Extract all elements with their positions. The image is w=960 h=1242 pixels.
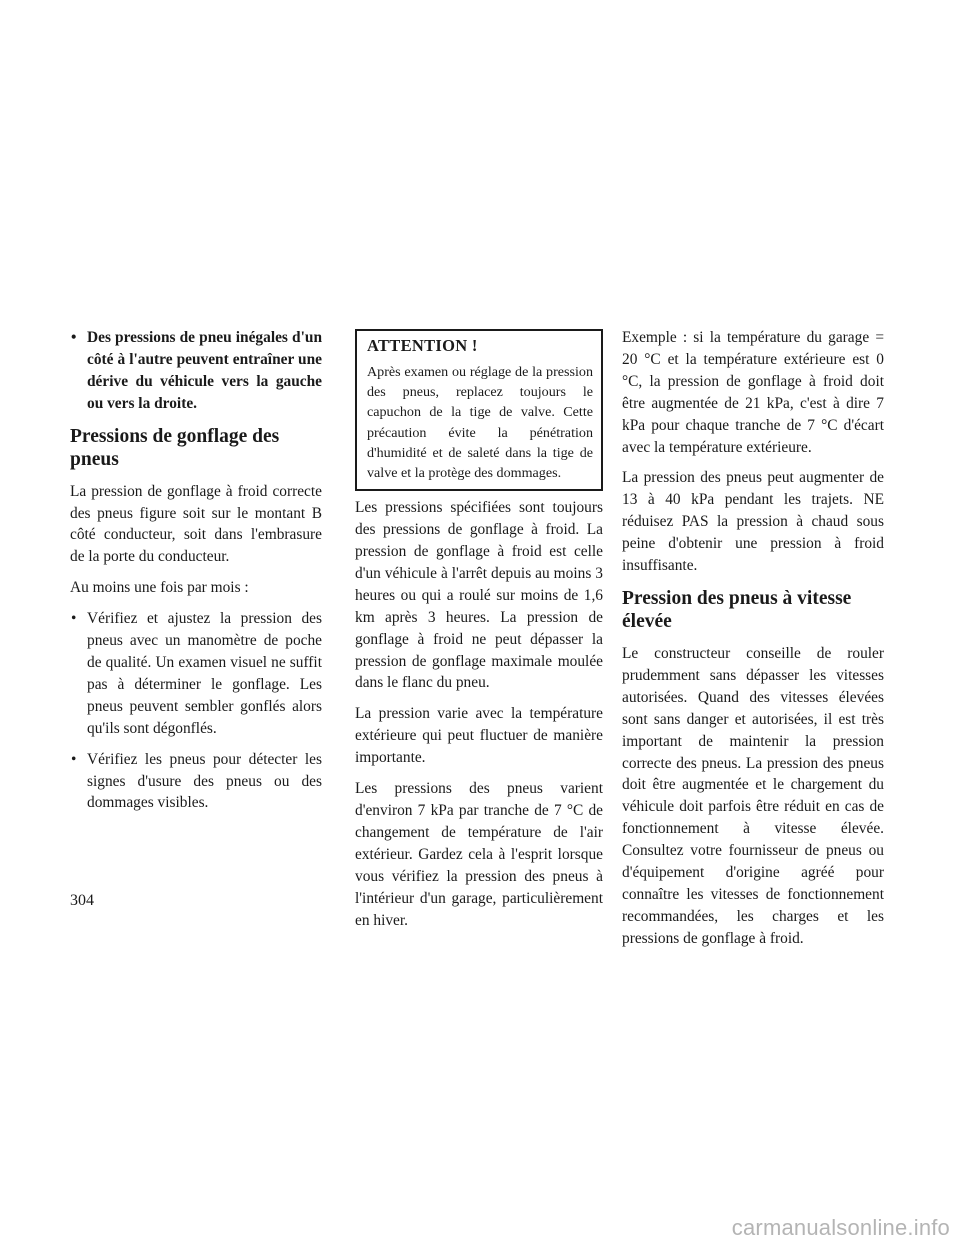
attention-box: [355, 329, 603, 491]
bullet-icon: •: [71, 610, 77, 628]
column-right: [622, 327, 884, 959]
warning-bullet: [70, 327, 322, 415]
list-item: [70, 608, 322, 739]
paragraph: La pression de gonflage à froid correcte des pneus figure soit sur le montant B côté conducteur, soit dans l'embrasure de la porte du conducteur.: [70, 482, 322, 566]
warning-bullet-text: Des pressions de pneu inégales d'un côté à l'autre peuvent entraîner une dérive du véhicule vers la gauche ou vers la droite.: [87, 329, 322, 412]
watermark: carmanualsonline.info: [731, 1215, 950, 1240]
paragraph: Les pressions des pneus varient d'environ 7 kPa par tranche de 7 °C de changement de température de l'air extérieur. Gardez cela à l'esprit lorsque vous vérifiez la pression des pneus à l'intérieur d'un garage, particulièrement en hiver.: [355, 780, 603, 929]
section-heading-high-speed: Pression des pneus à vitesse élevée: [622, 587, 852, 632]
bullet-icon: •: [71, 750, 77, 768]
paragraph: Le constructeur conseille de rouler prudemment sans dépasser les vitesses autorisées. Quand des vitesses élevées sont sans danger et autorisées, il est très important de maintenir la pression correcte des pneus. La pression des pneus doit être augmentée et le chargement du véhicule doit parfois être réduit en cas de fonctionnement à vitesse élevée. Consultez votre fournisseur de pneus ou d'équipement d'origine agréé pour connaître les vitesses de fonctionnement recommandées, les charges et les pressions de gonflage à froid.: [622, 644, 884, 947]
paragraph: Exemple : si la température du garage = 20 °C et la température extérieure est 0 °C, la pression de gonflage à froid doit être augmentée de 21 kPa, c'est à dire 7 kPa pour chaque tranche de 7 °C d'écart avec la température extérieure.: [622, 329, 884, 456]
column-left: [70, 327, 322, 823]
paragraph: Au moins une fois par mois :: [70, 579, 249, 597]
attention-title: ATTENTION !: [367, 336, 478, 355]
paragraph: La pression des pneus peut augmenter de 13 à 40 kPa pendant les trajets. NE réduisez PAS la pression à chaud sous peine d'obtenir une pression à froid insuffisante.: [622, 469, 884, 575]
list-item-text: Vérifiez les pneus pour détecter les signes d'usure des pneus ou des dommages visibles.: [87, 750, 322, 812]
attention-body: Après examen ou réglage de la pression des pneus, replacez toujours le capuchon de la tige de valve. Cette précaution évite la pénétration d'humidité et de saleté dans la tige de valve et la protège des dommages.: [367, 364, 593, 482]
bullet-icon: •: [71, 329, 77, 346]
page-number: 304: [70, 892, 94, 909]
list-item-text: Vérifiez et ajustez la pression des pneus avec un manomètre de poche de qualité. Un examen visuel ne suffit pas à déterminer le gonflage. Les pneus peuvent sembler gonflés alors qu'ils sont dégonflés.: [87, 610, 322, 737]
paragraph: La pression varie avec la température extérieure qui peut fluctuer de manière importante.: [355, 705, 603, 767]
column-middle: [355, 329, 603, 940]
list-item: [70, 749, 322, 815]
section-heading-inflation-pressures: Pressions de gonflage des pneus: [70, 425, 280, 470]
paragraph: Les pressions spécifiées sont toujours des pressions de gonflage à froid. La pression de gonflage à froid est celle d'un véhicule à l'arrêt depuis au moins 3 heures ou qui a roulé sur moins de 1,6 km après 3 heures. La pression de gonflage à froid ne peut dépasser la pression de gonflage maximale moulée dans le flanc du pneu.: [355, 499, 603, 692]
